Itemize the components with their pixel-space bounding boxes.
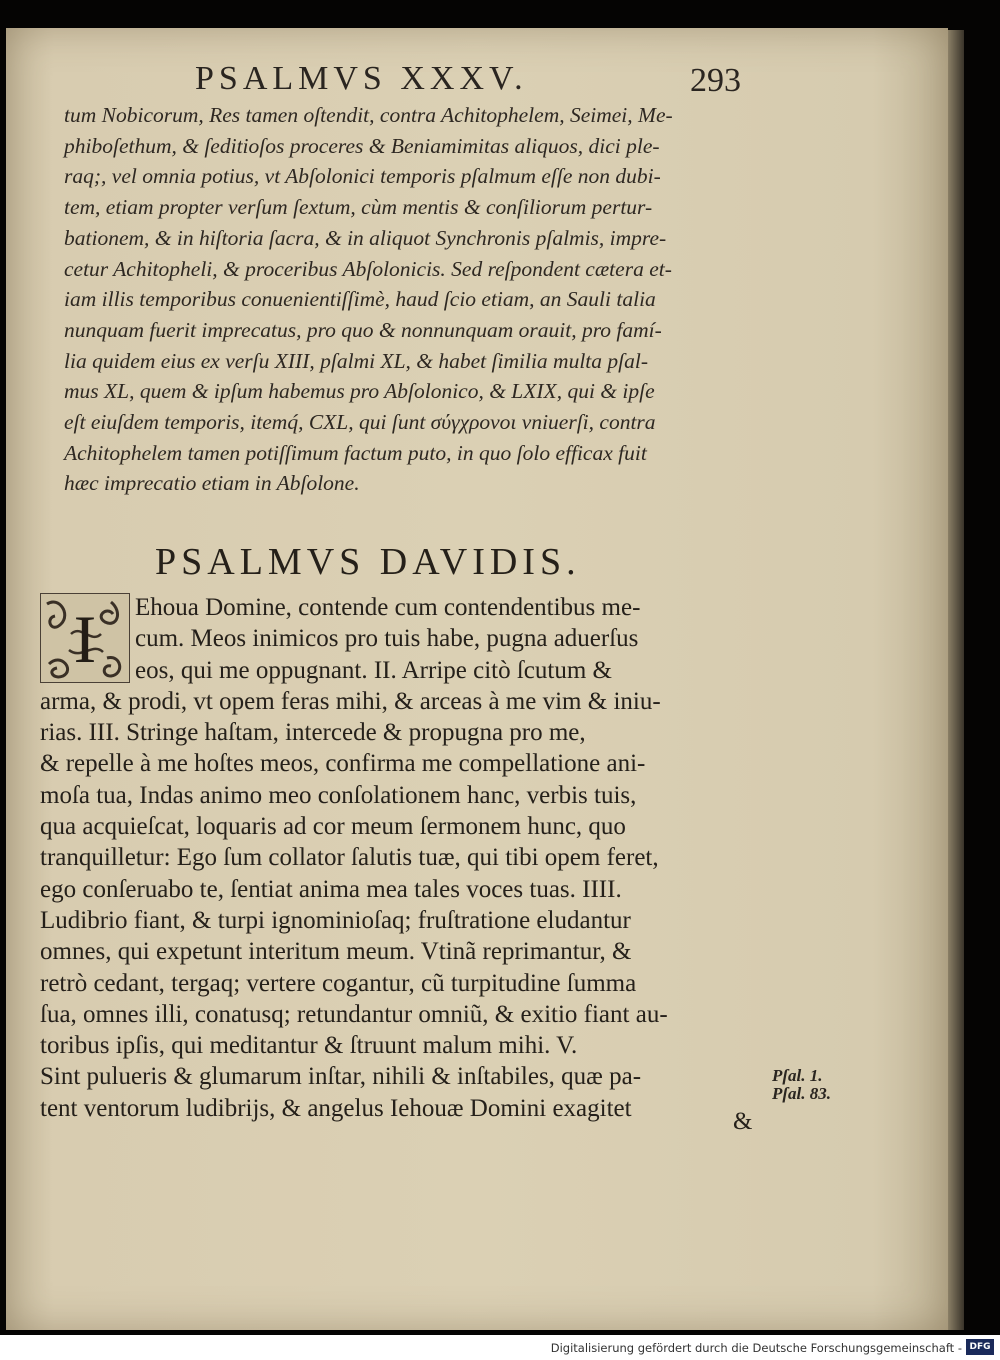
psalm-line: Ehoua Domine, contende cum contendentibus me- xyxy=(135,594,641,621)
commentary-line: eſt eiuſdem temporis, itemq́, CXL, qui ſunt σύγχρονοι vniuerſi, contra xyxy=(64,410,656,435)
commentary-line: tum Nobicorum, Res tamen oſtendit, contra Achitophelem, Seimei, Me- xyxy=(64,103,673,127)
psalm-line: tranquilletur: Ego ſum collator ſalutis tuæ, qui tibi opem feret, xyxy=(40,844,659,872)
commentary-line: iam illis temporibus conuenientiſſimè, haud ſcio etiam, an Sauli talia xyxy=(64,287,656,312)
commentary-line: phiboſethum, & ſeditioſos proceres & Beniamimitas aliquos, dici ple- xyxy=(64,133,660,158)
psalm-line: retrò cedant, tergaq; vertere cogantur, cũ turpitudine ſumma xyxy=(40,969,637,997)
psalm-line: ſua, omnes illi, conatusq; retundantur omniũ, & exitio fiant au- xyxy=(40,1000,668,1028)
commentary-line: cetur Achitopheli, & proceribus Abſolonicis. Sed reſpondent cætera et- xyxy=(64,256,672,281)
psalm-title: PSALMVS DAVIDIS. xyxy=(155,541,581,583)
commentary-line: Achitophelem tamen potiſſimum factum puto, in quo ſolo efficax fuit xyxy=(64,440,647,465)
commentary-line: raq;, vel omnia potius, vt Abſolonici temporis pſalmum eſſe non dubi- xyxy=(64,164,661,189)
initial-letter: I xyxy=(73,601,97,677)
commentary-line: hæc imprecatio etiam in Abſolone. xyxy=(64,471,360,496)
psalm-line: ego conſeruabo te, ſentiat anima mea tales voces tuas. IIII. xyxy=(40,875,622,903)
running-head: PSALMVS XXXV. xyxy=(195,60,528,97)
commentary-line: tem, etiam propter verſum ſextum, cùm mentis & conſiliorum pertur- xyxy=(64,195,653,220)
psalm-line: rias. III. Stringe haſtam, intercede & propugna pro me, xyxy=(40,719,586,747)
footer-credit: Digitalisierung gefördert durch die Deutsche Forschungsgemeinschaft - xyxy=(550,1341,962,1355)
psalm-line: Sint pulueris & glumarum inſtar, nihili & inſtabiles, quæ pa- xyxy=(40,1063,642,1091)
psalm-line: arma, & prodi, vt opem feras mihi, & arceas à me vim & iniu- xyxy=(40,687,661,715)
psalm-line: qua acquieſcat, loquaris ad cor meum ſermonem hunc, quo xyxy=(40,813,626,841)
margin-note: Pſal. 1. xyxy=(772,1066,823,1085)
page-number: 293 xyxy=(690,62,741,99)
psalm-line: omnes, qui expetunt interitum meum. Vtinã reprimantur, & xyxy=(40,938,632,966)
psalm-line: eos, qui me oppugnant. II. Arripe citò ſcutum & xyxy=(135,656,612,684)
psalm-line: cum. Meos inimicos pro tuis habe, pugna aduerſus xyxy=(135,625,639,653)
commentary-line: lia quidem eius ex verſu XIII, pſalmi XL, & habet ſimilia multa pſal- xyxy=(64,348,648,373)
psalm-line: moſa tua, Indas animo meo conſolationem hanc, verbis tuis, xyxy=(40,781,637,809)
page-edge xyxy=(948,30,964,1330)
psalm-line: & repelle à me hoſtes meos, confirma me compellatione ani- xyxy=(40,750,646,778)
commentary-line: bationem, & in hiſtoria ſacra, & in aliquot Synchronis pſalmis, impre- xyxy=(64,225,667,250)
commentary-line: nunquam fuerit imprecatus, pro quo & nonnunquam orauit, pro famí- xyxy=(64,317,662,342)
footer-bar xyxy=(0,1335,1000,1360)
psalm-line: toribus ipſis, qui meditantur & ſtruunt malum mihi. V. xyxy=(40,1032,578,1060)
dfg-logo-icon: DFG xyxy=(966,1339,994,1355)
commentary-line: mus XL, quem & ipſum habemus pro Abſolonico, & LXIX, qui & ipſe xyxy=(64,379,655,404)
margin-note: Pſal. 83. xyxy=(772,1084,832,1103)
catchword: & xyxy=(733,1108,753,1135)
psalm-line: tent ventorum ludibrijs, & angelus Iehouæ Domini exagitet xyxy=(40,1094,632,1122)
commentary-paragraph xyxy=(64,100,764,499)
psalm-line: Ludibrio fiant, & turpi ignominioſaq; fruſtratione eludantur xyxy=(40,906,631,934)
psalm-text xyxy=(40,592,775,1124)
